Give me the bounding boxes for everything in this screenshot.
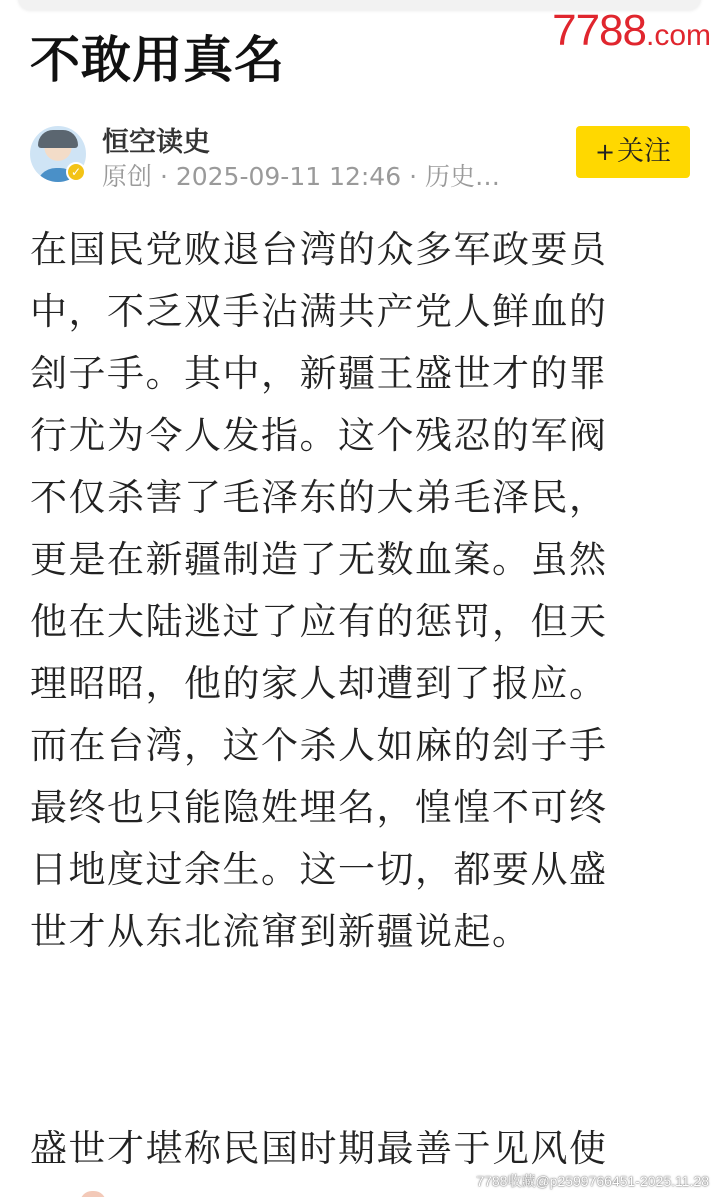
- site-watermark: [552, 6, 711, 56]
- paragraph-line: 更是在新疆制造了无数血案。虽然: [30, 538, 608, 581]
- follow-button[interactable]: [576, 126, 690, 178]
- paragraph-line: 最终也只能隐姓埋名，惶惶不可终: [30, 786, 608, 829]
- watermark-brand: 7788: [552, 6, 646, 55]
- article-title: 不敢用真名: [30, 31, 285, 89]
- paragraph-line: 理昭昭，他的家人却遭到了报应。: [30, 662, 608, 705]
- paragraph-line: 日地度过余生。这一切，都要从盛: [30, 848, 608, 891]
- watermark-domain: .com: [645, 19, 711, 52]
- paragraph-line: 行尤为令人发指。这个残忍的军阀: [30, 414, 608, 457]
- verified-icon: ✓: [66, 162, 86, 182]
- follow-label: 关注: [617, 136, 672, 167]
- paragraph-line: 盛世才堪称民国时期最善于见风使: [30, 1127, 608, 1170]
- paragraph-line: 他在大陆逃过了应有的惩罚，但天: [30, 600, 608, 643]
- article-paragraph-1: [30, 219, 694, 963]
- avatar-cap: [38, 130, 78, 148]
- paragraph-line: 不仅杀害了毛泽东的大弟毛泽民，: [30, 476, 608, 519]
- plus-icon: +: [594, 138, 616, 166]
- footer-watermark: 7788收藏@p2599766451-2025.11.28: [476, 1173, 709, 1189]
- paragraph-line: 中，不乏双手沾满共产党人鲜血的: [30, 290, 608, 333]
- article-meta: 原创 · 2025-09-11 12:46 · 历史…: [102, 162, 500, 191]
- author-name[interactable]: 恒空读史: [102, 127, 210, 158]
- paragraph-line: 在国民党败退台湾的众多军政要员: [30, 228, 608, 271]
- next-avatar-peek: [80, 1191, 106, 1197]
- paragraph-line: 而在台湾，这个杀人如麻的刽子手: [30, 724, 608, 767]
- paragraph-line: 刽子手。其中，新疆王盛世才的罪: [30, 352, 608, 395]
- paragraph-line: 世才从东北流窜到新疆说起。: [30, 910, 531, 953]
